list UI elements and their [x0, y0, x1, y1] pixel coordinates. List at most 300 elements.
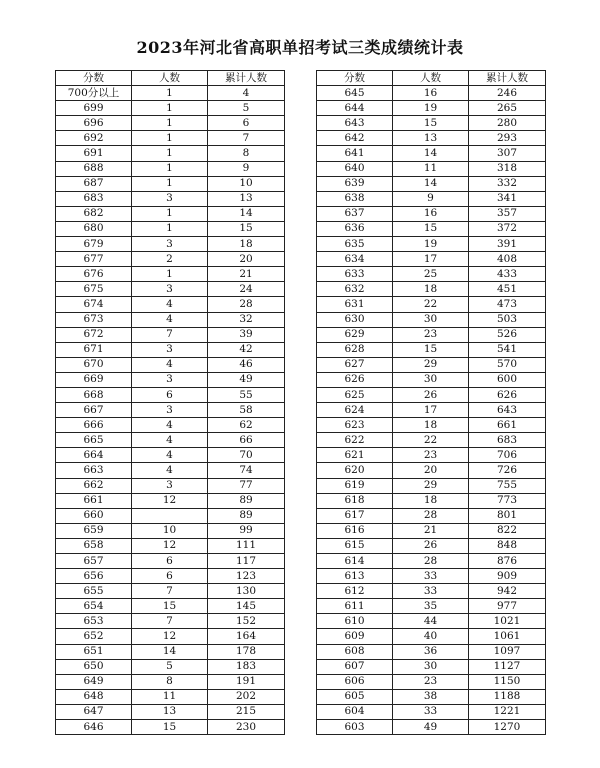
score-cell: 672: [56, 327, 132, 342]
table-row: [56, 327, 285, 342]
count-cell: 3: [132, 372, 208, 387]
cumulative-cell: 191: [208, 674, 285, 689]
count-cell: 19: [393, 101, 469, 116]
score-cell: 632: [317, 282, 393, 297]
score-cell: 679: [56, 237, 132, 252]
count-cell: 6: [132, 569, 208, 584]
count-cell: 7: [132, 327, 208, 342]
score-cell: 620: [317, 463, 393, 478]
count-cell: 18: [393, 282, 469, 297]
score-cell: 645: [317, 86, 393, 101]
count-cell: 26: [393, 538, 469, 553]
count-cell: 33: [393, 704, 469, 719]
table-row: [56, 131, 285, 146]
score-cell: 692: [56, 131, 132, 146]
count-cell: 15: [393, 221, 469, 236]
cumulative-cell: 130: [208, 584, 285, 599]
score-cell: 700分以上: [56, 86, 132, 101]
table-row: [56, 554, 285, 569]
count-cell: 33: [393, 584, 469, 599]
cumulative-cell: 600: [469, 372, 546, 387]
table-row: [317, 387, 546, 402]
cumulative-cell: 145: [208, 599, 285, 614]
table-row: [56, 629, 285, 644]
score-cell: 614: [317, 554, 393, 569]
cumulative-cell: 451: [469, 282, 546, 297]
score-cell: 642: [317, 131, 393, 146]
cumulative-cell: 822: [469, 523, 546, 538]
cumulative-cell: 32: [208, 312, 285, 327]
score-cell: 618: [317, 493, 393, 508]
count-cell: 1: [132, 116, 208, 131]
table-row: [56, 86, 285, 101]
header-count: 人数: [132, 71, 208, 86]
score-cell: 699: [56, 101, 132, 116]
count-cell: 1: [132, 176, 208, 191]
table-row: [317, 252, 546, 267]
table-row: [56, 569, 285, 584]
cumulative-cell: 215: [208, 704, 285, 719]
score-cell: 667: [56, 403, 132, 418]
count-cell: 12: [132, 629, 208, 644]
score-cell: 666: [56, 418, 132, 433]
header-score: 分数: [56, 71, 132, 86]
table-row: [56, 599, 285, 614]
score-cell: 674: [56, 297, 132, 312]
cumulative-cell: 977: [469, 599, 546, 614]
score-cell: 669: [56, 372, 132, 387]
count-cell: 28: [393, 508, 469, 523]
score-cell: 639: [317, 176, 393, 191]
table-row: [317, 508, 546, 523]
cumulative-cell: 706: [469, 448, 546, 463]
cumulative-cell: 372: [469, 221, 546, 236]
table-row: [317, 327, 546, 342]
score-cell: 643: [317, 116, 393, 131]
count-cell: 16: [393, 86, 469, 101]
table-row: [56, 146, 285, 161]
table-row: [317, 463, 546, 478]
score-cell: 610: [317, 614, 393, 629]
cumulative-cell: 246: [469, 86, 546, 101]
count-cell: 7: [132, 584, 208, 599]
count-cell: 1: [132, 86, 208, 101]
score-cell: 638: [317, 191, 393, 206]
count-cell: 4: [132, 418, 208, 433]
score-cell: 676: [56, 267, 132, 282]
cumulative-cell: 626: [469, 387, 546, 402]
count-cell: [132, 508, 208, 523]
cumulative-cell: 18: [208, 237, 285, 252]
score-cell: 665: [56, 433, 132, 448]
table-row: [317, 674, 546, 689]
table-row: [317, 131, 546, 146]
score-cell: 663: [56, 463, 132, 478]
cumulative-cell: 526: [469, 327, 546, 342]
cumulative-cell: 15: [208, 221, 285, 236]
table-row: [56, 267, 285, 282]
table-row: [56, 282, 285, 297]
document-title: 2023年河北省高职单招考试三类成绩统计表: [136, 38, 464, 57]
score-cell: 627: [317, 357, 393, 372]
cumulative-cell: 1221: [469, 704, 546, 719]
score-cell: 605: [317, 689, 393, 704]
table-row: [317, 433, 546, 448]
count-cell: 10: [132, 523, 208, 538]
count-cell: 12: [132, 538, 208, 553]
count-cell: 1: [132, 101, 208, 116]
score-cell: 615: [317, 538, 393, 553]
cumulative-cell: 4: [208, 86, 285, 101]
score-cell: 655: [56, 584, 132, 599]
count-cell: 3: [132, 342, 208, 357]
cumulative-cell: 773: [469, 493, 546, 508]
cumulative-cell: 21: [208, 267, 285, 282]
count-cell: 19: [393, 237, 469, 252]
score-cell: 621: [317, 448, 393, 463]
count-cell: 13: [393, 131, 469, 146]
cumulative-cell: 408: [469, 252, 546, 267]
score-table-right: [316, 70, 546, 735]
count-cell: 4: [132, 312, 208, 327]
cumulative-cell: 7: [208, 131, 285, 146]
score-cell: 617: [317, 508, 393, 523]
score-cell: 619: [317, 478, 393, 493]
score-cell: 673: [56, 312, 132, 327]
count-cell: 17: [393, 252, 469, 267]
cumulative-cell: 503: [469, 312, 546, 327]
table-row: [317, 146, 546, 161]
score-cell: 603: [317, 720, 393, 735]
count-cell: 49: [393, 720, 469, 735]
table-row: [56, 116, 285, 131]
count-cell: 7: [132, 614, 208, 629]
score-cell: 623: [317, 418, 393, 433]
count-cell: 12: [132, 493, 208, 508]
count-cell: 3: [132, 237, 208, 252]
count-cell: 18: [393, 493, 469, 508]
score-cell: 680: [56, 221, 132, 236]
cumulative-cell: 183: [208, 659, 285, 674]
score-cell: 659: [56, 523, 132, 538]
table-row: [56, 689, 285, 704]
cumulative-cell: 20: [208, 252, 285, 267]
cumulative-cell: 24: [208, 282, 285, 297]
cumulative-cell: 6: [208, 116, 285, 131]
score-cell: 612: [317, 584, 393, 599]
score-cell: 616: [317, 523, 393, 538]
count-cell: 4: [132, 448, 208, 463]
table-row: [56, 101, 285, 116]
table-row: [56, 297, 285, 312]
score-cell: 629: [317, 327, 393, 342]
score-cell: 696: [56, 116, 132, 131]
count-cell: 15: [132, 720, 208, 735]
cumulative-cell: 280: [469, 116, 546, 131]
count-cell: 3: [132, 478, 208, 493]
table-row: [56, 720, 285, 735]
cumulative-cell: 230: [208, 720, 285, 735]
score-cell: 649: [56, 674, 132, 689]
score-cell: 668: [56, 387, 132, 402]
table-row: [317, 221, 546, 236]
count-cell: 18: [393, 418, 469, 433]
count-cell: 1: [132, 267, 208, 282]
table-row: [56, 523, 285, 538]
cumulative-cell: 123: [208, 569, 285, 584]
table-row: [56, 237, 285, 252]
cumulative-cell: 164: [208, 629, 285, 644]
cumulative-cell: 99: [208, 523, 285, 538]
score-cell: 683: [56, 191, 132, 206]
count-cell: 11: [132, 689, 208, 704]
table-row: [317, 357, 546, 372]
count-cell: 25: [393, 267, 469, 282]
table-row: [56, 312, 285, 327]
score-cell: 613: [317, 569, 393, 584]
score-table-left: [55, 70, 285, 735]
count-cell: 1: [132, 206, 208, 221]
table-row: [317, 629, 546, 644]
count-cell: 23: [393, 327, 469, 342]
table-row: [56, 206, 285, 221]
table-row: [56, 387, 285, 402]
score-cell: 626: [317, 372, 393, 387]
score-cell: 641: [317, 146, 393, 161]
table-row: [317, 478, 546, 493]
table-row: [317, 86, 546, 101]
cumulative-cell: 357: [469, 206, 546, 221]
table-row: [317, 191, 546, 206]
score-cell: 607: [317, 659, 393, 674]
count-cell: 28: [393, 554, 469, 569]
count-cell: 15: [132, 599, 208, 614]
score-cell: 661: [56, 493, 132, 508]
table-row: [317, 372, 546, 387]
table-row: [56, 252, 285, 267]
table-row: [56, 659, 285, 674]
count-cell: 5: [132, 659, 208, 674]
cumulative-cell: 848: [469, 538, 546, 553]
score-cell: 670: [56, 357, 132, 372]
table-row: [317, 720, 546, 735]
count-cell: 1: [132, 131, 208, 146]
score-cell: 647: [56, 704, 132, 719]
count-cell: 22: [393, 297, 469, 312]
score-cell: 653: [56, 614, 132, 629]
header-cumulative: 累计人数: [208, 71, 285, 86]
cumulative-cell: 70: [208, 448, 285, 463]
table-row: [56, 493, 285, 508]
table-row: [56, 357, 285, 372]
score-cell: 658: [56, 538, 132, 553]
cumulative-cell: 293: [469, 131, 546, 146]
score-cell: 611: [317, 599, 393, 614]
cumulative-cell: 473: [469, 297, 546, 312]
table-row: [317, 176, 546, 191]
cumulative-cell: 1061: [469, 629, 546, 644]
count-cell: 26: [393, 387, 469, 402]
count-cell: 15: [393, 342, 469, 357]
cumulative-cell: 726: [469, 463, 546, 478]
count-cell: 44: [393, 614, 469, 629]
header-count: 人数: [393, 71, 469, 86]
table-row: [56, 463, 285, 478]
score-cell: 648: [56, 689, 132, 704]
cumulative-cell: 661: [469, 418, 546, 433]
score-cell: 634: [317, 252, 393, 267]
table-row: [317, 659, 546, 674]
table-row: [317, 689, 546, 704]
score-cell: 640: [317, 161, 393, 176]
score-cell: 662: [56, 478, 132, 493]
count-cell: 4: [132, 433, 208, 448]
count-cell: 1: [132, 161, 208, 176]
table-row: [56, 614, 285, 629]
cumulative-cell: 202: [208, 689, 285, 704]
cumulative-cell: 1270: [469, 720, 546, 735]
table-row: [317, 599, 546, 614]
table-row: [56, 674, 285, 689]
score-cell: 622: [317, 433, 393, 448]
cumulative-cell: 9: [208, 161, 285, 176]
table-row: [317, 493, 546, 508]
table-row: [56, 508, 285, 523]
count-cell: 6: [132, 387, 208, 402]
cumulative-cell: 77: [208, 478, 285, 493]
cumulative-cell: 1127: [469, 659, 546, 674]
score-cell: 608: [317, 644, 393, 659]
cumulative-cell: 74: [208, 463, 285, 478]
score-cell: 644: [317, 101, 393, 116]
cumulative-cell: 10: [208, 176, 285, 191]
cumulative-cell: 1150: [469, 674, 546, 689]
table-row: [56, 418, 285, 433]
count-cell: 20: [393, 463, 469, 478]
count-cell: 4: [132, 357, 208, 372]
score-cell: 646: [56, 720, 132, 735]
count-cell: 4: [132, 463, 208, 478]
cumulative-cell: 13: [208, 191, 285, 206]
count-cell: 36: [393, 644, 469, 659]
score-cell: 656: [56, 569, 132, 584]
cumulative-cell: 1021: [469, 614, 546, 629]
table-row: [56, 176, 285, 191]
table-row: [317, 282, 546, 297]
count-cell: 30: [393, 372, 469, 387]
count-cell: 13: [132, 704, 208, 719]
count-cell: 2: [132, 252, 208, 267]
cumulative-cell: 66: [208, 433, 285, 448]
score-cell: 652: [56, 629, 132, 644]
table-row: [317, 584, 546, 599]
cumulative-cell: 541: [469, 342, 546, 357]
count-cell: 9: [393, 191, 469, 206]
header-score: 分数: [317, 71, 393, 86]
cumulative-cell: 318: [469, 161, 546, 176]
count-cell: 6: [132, 554, 208, 569]
count-cell: 22: [393, 433, 469, 448]
cumulative-cell: 117: [208, 554, 285, 569]
cumulative-cell: 5: [208, 101, 285, 116]
cumulative-cell: 801: [469, 508, 546, 523]
table-row: [317, 614, 546, 629]
cumulative-cell: 909: [469, 569, 546, 584]
count-cell: 33: [393, 569, 469, 584]
table-header-row: [56, 71, 285, 86]
table-row: [317, 297, 546, 312]
score-cell: 664: [56, 448, 132, 463]
table-row: [317, 523, 546, 538]
table-row: [56, 342, 285, 357]
cumulative-cell: 332: [469, 176, 546, 191]
score-cell: 637: [317, 206, 393, 221]
cumulative-cell: 570: [469, 357, 546, 372]
count-cell: 14: [393, 146, 469, 161]
table-row: [317, 267, 546, 282]
cumulative-cell: 111: [208, 538, 285, 553]
cumulative-cell: 755: [469, 478, 546, 493]
count-cell: 11: [393, 161, 469, 176]
table-row: [56, 704, 285, 719]
table-row: [317, 569, 546, 584]
table-row: [56, 221, 285, 236]
table-row: [317, 448, 546, 463]
score-cell: 631: [317, 297, 393, 312]
score-cell: 650: [56, 659, 132, 674]
score-cell: 628: [317, 342, 393, 357]
table-row: [56, 191, 285, 206]
score-cell: 657: [56, 554, 132, 569]
score-cell: 635: [317, 237, 393, 252]
table-row: [56, 538, 285, 553]
score-cell: 630: [317, 312, 393, 327]
cumulative-cell: 152: [208, 614, 285, 629]
cumulative-cell: 28: [208, 297, 285, 312]
score-cell: 625: [317, 387, 393, 402]
count-cell: 3: [132, 191, 208, 206]
score-cell: 671: [56, 342, 132, 357]
table-row: [56, 478, 285, 493]
cumulative-cell: 62: [208, 418, 285, 433]
table-row: [317, 101, 546, 116]
count-cell: 14: [132, 644, 208, 659]
table-row: [317, 237, 546, 252]
cumulative-cell: 8: [208, 146, 285, 161]
table-row: [56, 161, 285, 176]
table-row: [56, 433, 285, 448]
header-cumulative: 累计人数: [469, 71, 546, 86]
count-cell: 23: [393, 674, 469, 689]
score-cell: 660: [56, 508, 132, 523]
score-cell: 691: [56, 146, 132, 161]
table-row: [317, 418, 546, 433]
table-row: [317, 538, 546, 553]
count-cell: 30: [393, 659, 469, 674]
count-cell: 16: [393, 206, 469, 221]
count-cell: 30: [393, 312, 469, 327]
table-header-row: [317, 71, 546, 86]
score-cell: 677: [56, 252, 132, 267]
table-row: [317, 116, 546, 131]
score-cell: 633: [317, 267, 393, 282]
score-cell: 651: [56, 644, 132, 659]
table-row: [317, 403, 546, 418]
table-row: [56, 448, 285, 463]
count-cell: 38: [393, 689, 469, 704]
cumulative-cell: 89: [208, 493, 285, 508]
count-cell: 35: [393, 599, 469, 614]
